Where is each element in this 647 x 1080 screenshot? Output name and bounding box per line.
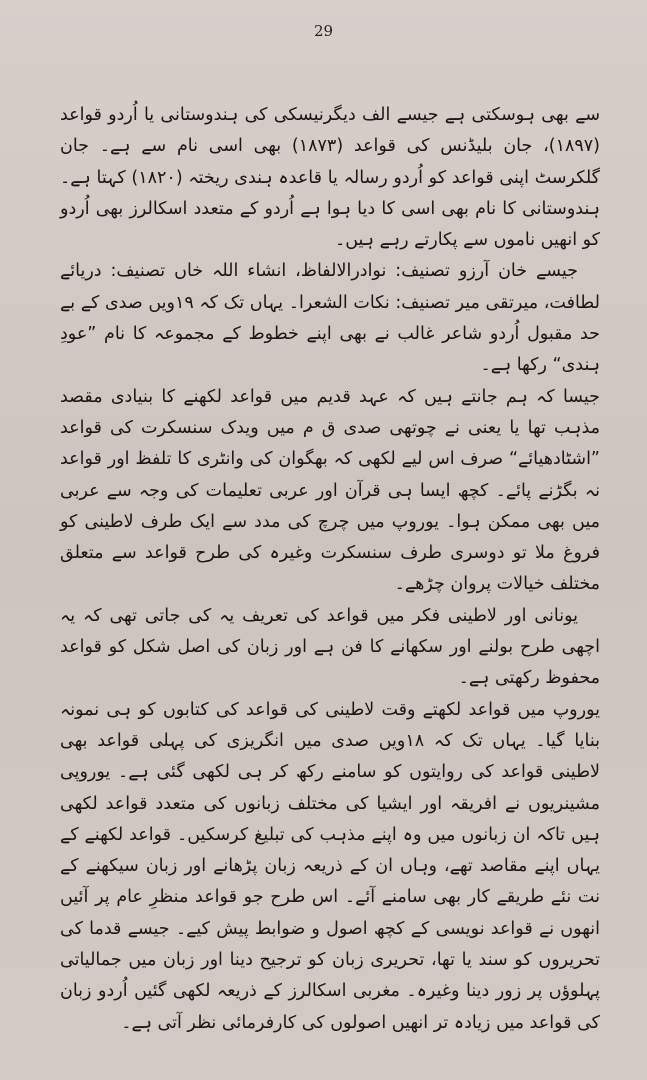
page-number: 29 — [313, 22, 334, 40]
paragraph-1: سے بھی ہوسکتی ہے جیسے الف دیگرنیسکی کی ہندوستانی یا اُردو قواعد (۱۸۹۷)، جان بلیڈنس کی قواعد (۱۸۷۳) بھی اسی نام سے ہے۔ جان گلکرسٹ اپنی قواعد کو اُردو رسالہ یا قاعدہ ہندی ریختہ (۱۸۲۰) کہتا ہے۔ ہندوستانی کا نام بھی اسی کا دیا ہوا ہے اُردو کے متعدد اسکالرز بھی اُردو کو انھیں ناموں سے پکارتے رہے ہیں۔ — [60, 105, 600, 251]
paragraph-3: جیسا کہ ہم جانتے ہیں کہ عہد قدیم میں قواعد لکھنے کا بنیادی مقصد مذہب تھا یا یعنی نے چوتھی صدی ق م میں ویدک سنسکرت کی قواعد ”اشٹادھیائے“ صرف اس لیے لکھی کہ بھگوان کی وانٹری کا تلفظ اور قواعد نہ بگڑنے پائے۔ کچھ ایسا ہی قرآن اور عربی تعلیمات کی وجہ سے عربی میں بھی ممکن ہوا۔ یوروپ میں چرچ کی مدد سے ایک طرف لاطینی کو فروغ ملا تو دوسری طرف سنسکرت وغیرہ کی طرح قواعد سے متعلق مختلف خیالات پروان چڑھے۔ — [60, 386, 600, 595]
paragraph-4: یونانی اور لاطینی فکر میں قواعد کی تعریف یہ کی جاتی تھی کہ یہ اچھی طرح بولنے اور سکھانے کا فن ہے اور زبان کی اصل شکل کو قواعد محفوظ رکھتی ہے۔ — [60, 605, 600, 689]
paragraph-2: جیسے خان آرزو تصنیف: نوادرالالفاظ، انشاء اللہ خاں تصنیف: دریائے لطافت، میرتقی میر تصنیف: نکات الشعرا۔ یہاں تک کہ ۱۹ویں صدی کے بے حد مقبول اُردو شاعر غالب نے بھی اپنے خطوط کے مجموعہ کا نام ”عودِ ہندی“ رکھا ہے۔ — [60, 261, 600, 376]
body-text — [60, 100, 600, 1039]
paragraph-5: یوروپ میں قواعد لکھتے وقت لاطینی کی قواعد کی کتابوں کو ہی نمونہ بنایا گیا۔ یہاں تک کہ ۱۸ویں صدی میں انگریزی کی پہلی قواعد بھی لاطینی قواعد کی روایتوں کو سامنے رکھ کر ہی لکھی گئی ہے۔ یوروپی مشینریوں نے افریقہ اور ایشیا کی مختلف زبانوں کی متعدد قواعد لکھی ہیں تاکہ ان زبانوں میں وہ اپنے مذہب کی تبلیغ کرسکیں۔ قواعد لکھنے کے یہاں اپنے مقاصد تھے، وہاں ان کے ذریعہ زبان پڑھانے اور زبان سیکھنے کے نت نئے طریقے کار بھی سامنے آئے۔ اس طرح جو قواعد منظرِ عام پر آئیں انھوں نے قواعد نویسی کے کچھ اصول و ضوابط پیش کیے۔ جیسے قدما کی تحریروں کو سند یا تھا، تحریری زبان کو ترجیح دینا اور زبان میں جمالیاتی پہلوؤں پر زور دینا وغیرہ۔ مغربی اسکالرز کے ذریعہ لکھی گئیں اُردو زبان کی قواعد میں زیادہ تر انھیں اصولوں کی کارفرمائی نظر آتی ہے۔ — [60, 699, 601, 1033]
